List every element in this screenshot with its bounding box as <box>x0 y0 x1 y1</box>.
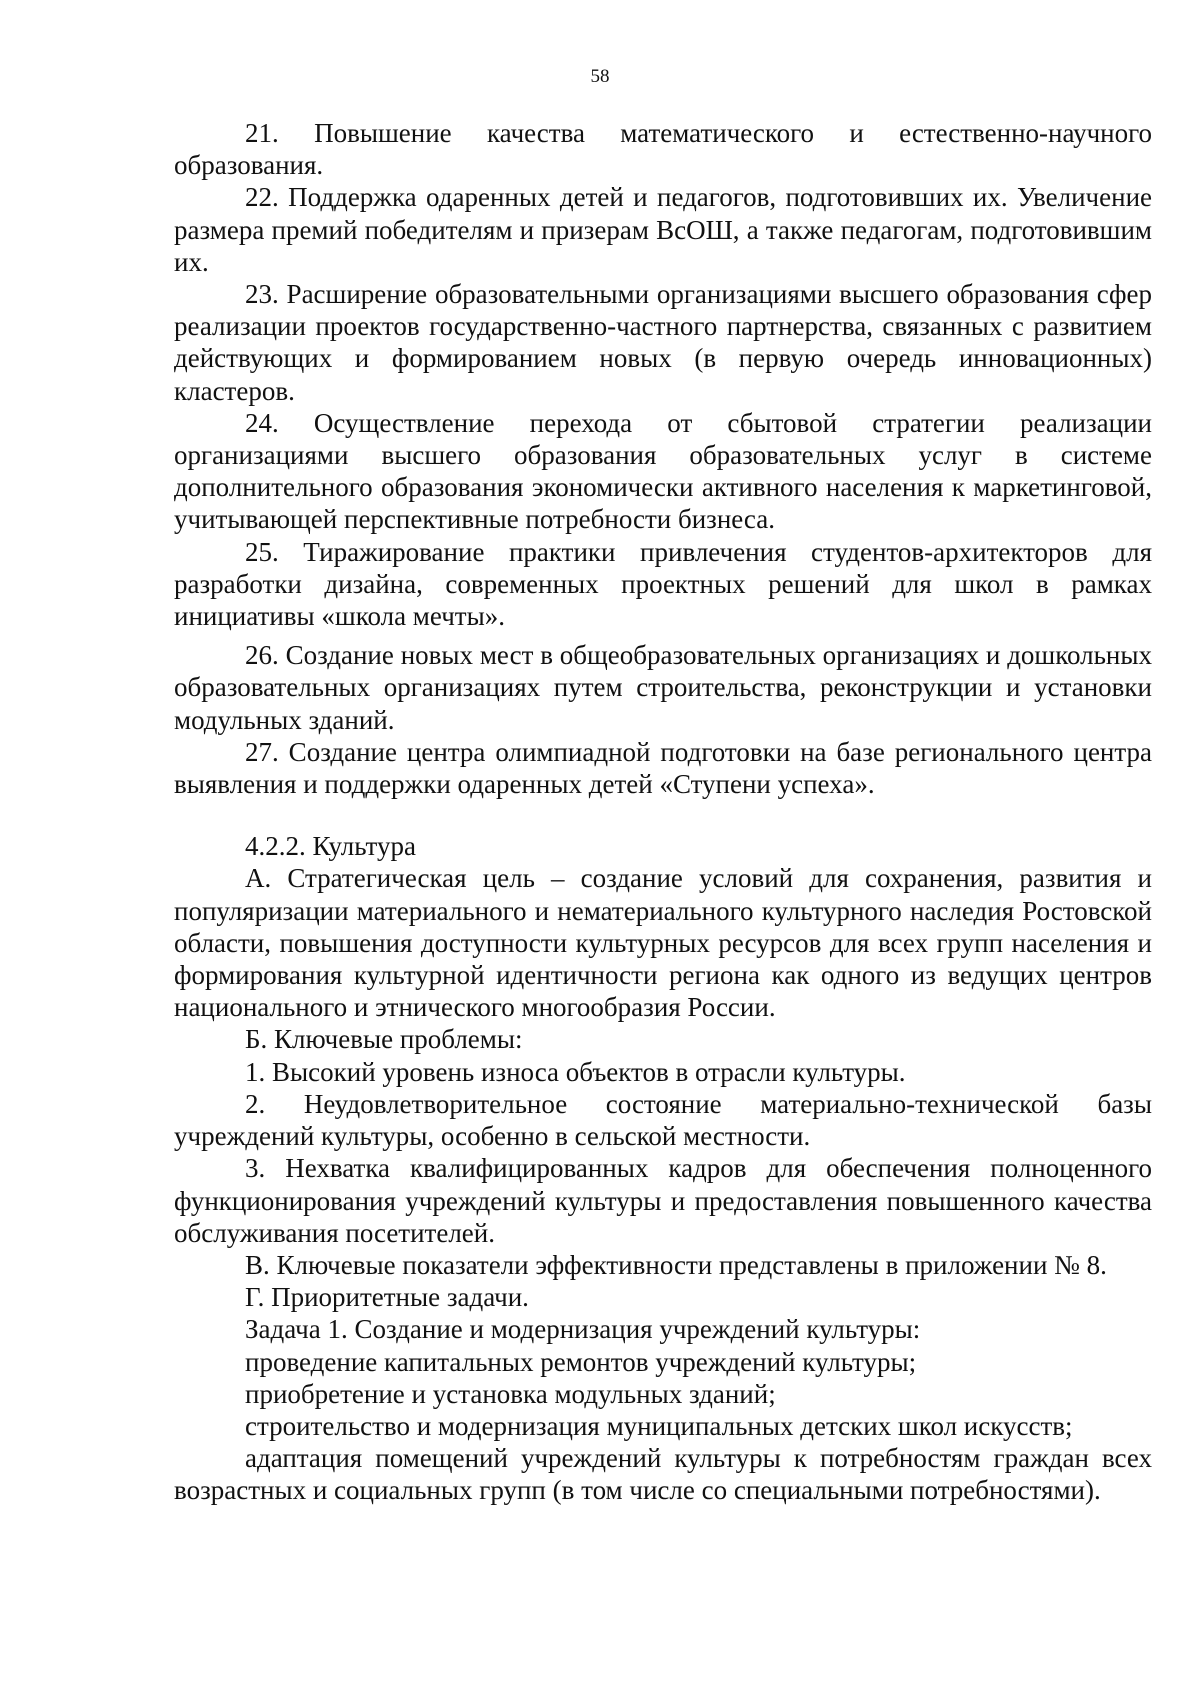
task-1-item-adaptation: адаптация помещений учреждений культуры к потребностям граждан всех возрастных и социальных групп (в том числе со специальными потребностями). <box>174 1443 1152 1506</box>
paragraph-item-27: 27. Создание центра олимпиадной подготовки на базе регионального центра выявления и поддержки одаренных детей «Ступени успеха». <box>174 736 1152 800</box>
problem-item-1: 1. Высокий уровень износа объектов в отрасли культуры. <box>245 1056 906 1087</box>
task-1-item-repairs: проведение капитальных ремонтов учреждений культуры; <box>245 1346 917 1377</box>
task-1-item-art-schools: строительство и модернизация муниципальных детских школ искусств; <box>245 1410 1073 1441</box>
page-number: 58 <box>590 66 610 87</box>
paragraph-item-22: 22. Поддержка одаренных детей и педагогов, подготовивших их. Увеличение размера премий победителям и призерам ВсОШ, а также педагогам, подготовившим их. <box>174 182 1152 277</box>
task-1-heading: Задача 1. Создание и модернизация учреждений культуры: <box>245 1314 921 1345</box>
paragraph-item-23: 23. Расширение образовательными организациями высшего образования сфер реализации проектов государственно-частного партнерства, связанных с развитием действующих и формированием новых (в первую очередь инновационных) кластеров. <box>174 279 1152 406</box>
paragraph-item-21: 21. Повышение качества математического и естественно-научного образования. <box>174 118 1152 181</box>
section-heading-culture: 4.2.2. Культура <box>245 831 416 862</box>
paragraph-item-25: 25. Тиражирование практики привлечения студентов-архитекторов для разработки дизайна, современных проектных решений для школ в рамках инициативы «школа мечты». <box>174 536 1152 632</box>
paragraph-item-26: 26. Создание новых мест в общеобразовательных организациях и дошкольных образовательных организациях путем строительства, реконструкции и установки модульных зданий. <box>174 640 1152 735</box>
document-body <box>174 117 1152 1507</box>
problem-item-3: 3. Нехватка квалифицированных кадров для обеспечения полноценного функционирования учреждений культуры и предоставления повышенного качества обслуживания посетителей. <box>174 1153 1152 1248</box>
priority-tasks-heading: Г. Приоритетные задачи. <box>245 1282 529 1313</box>
paragraph-item-24: 24. Осуществление перехода от сбытовой стратегии реализации организациями высшего образования образовательных услуг в системе дополнительного образования экономически активного населения к маркетинговой, учитывающей перспективные потребности бизнеса. <box>174 407 1152 535</box>
strategic-goal: А. Стратегическая цель – создание условий для сохранения, развития и популяризации материального и нематериального культурного наследия Ростовской области, повышения доступности культурных ресурсов для всех групп населения и формирования культурной идентичности региона как одного из ведущих центров национального и этнического многообразия России. <box>174 863 1152 1023</box>
problem-item-2: 2. Неудовлетворительное состояние материально-технической базы учреждений культуры, особенно в сельской местности. <box>174 1088 1152 1152</box>
kpi-note: В. Ключевые показатели эффективности представлены в приложении № 8. <box>245 1249 1107 1280</box>
key-problems-heading: Б. Ключевые проблемы: <box>245 1024 523 1055</box>
task-1-item-modular-buildings: приобретение и установка модульных зданий; <box>245 1378 776 1409</box>
